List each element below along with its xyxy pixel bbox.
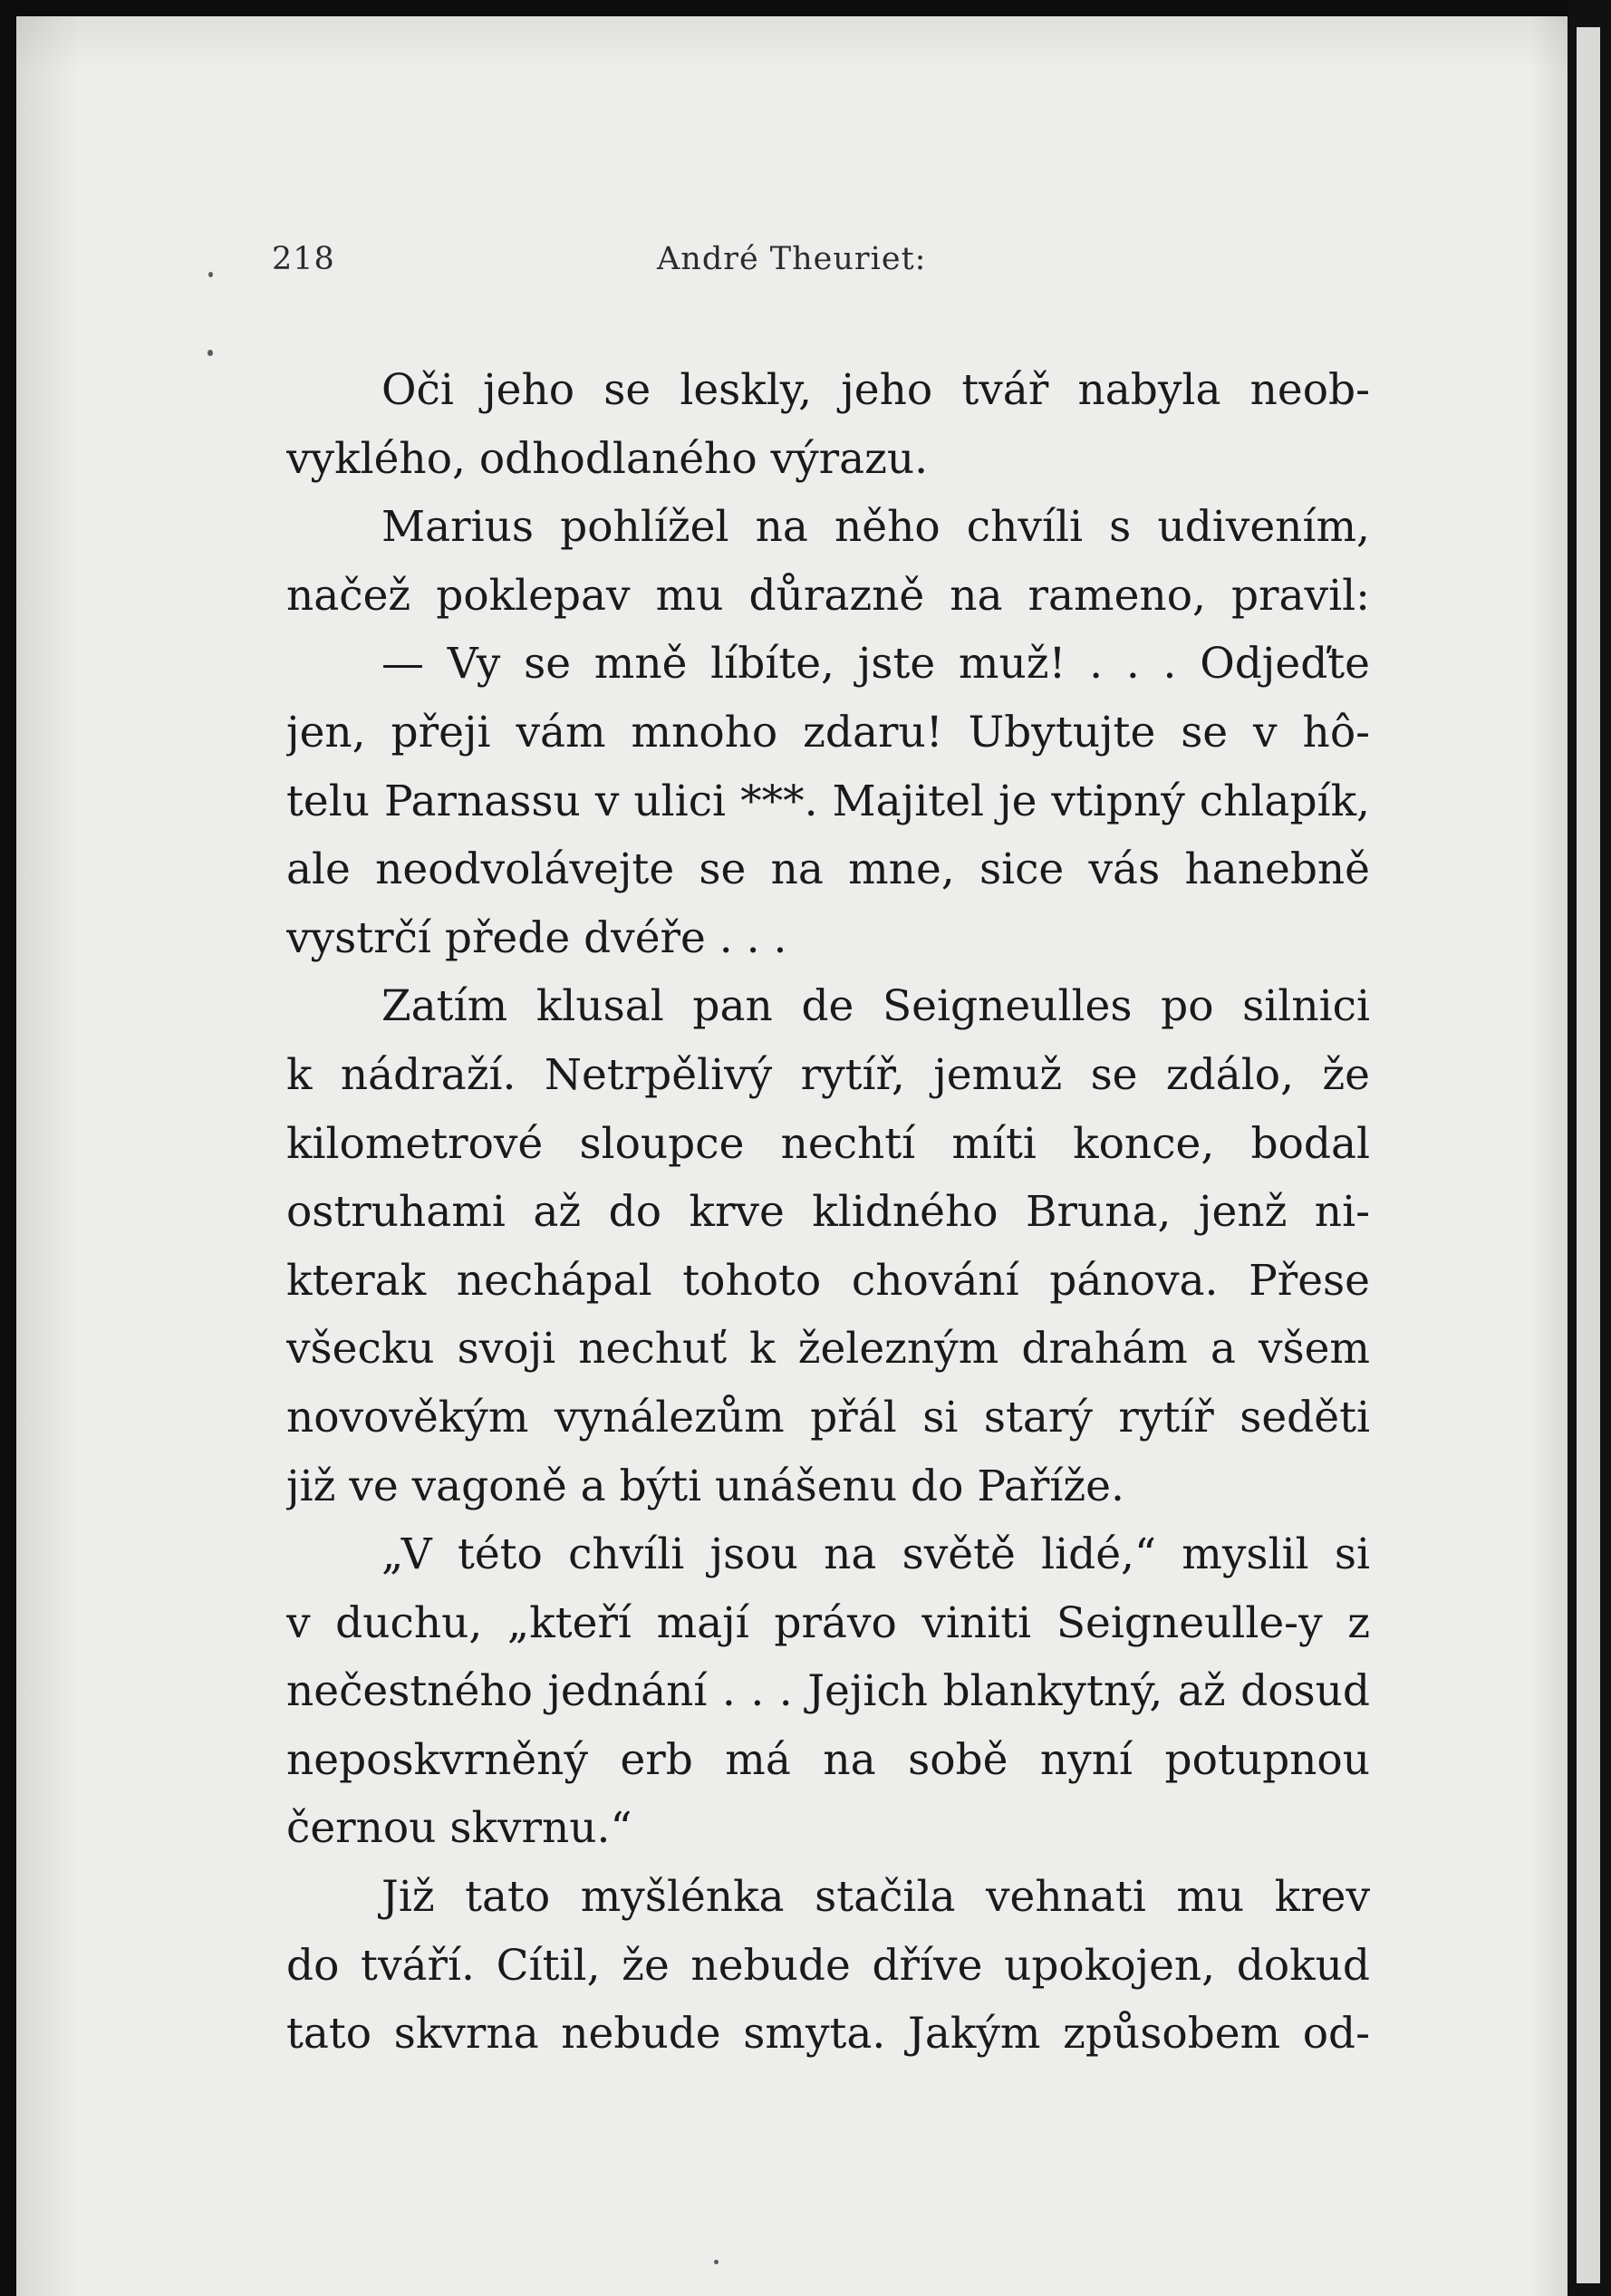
- book-page: [16, 16, 1568, 2296]
- text-line: vyklého, odhodlaného výrazu.: [286, 433, 929, 484]
- text-line: vystrčí přede dvéře . . .: [286, 912, 787, 963]
- text-line: „V této chvíli jsou na světě lidé,“ myslil si: [381, 1529, 1370, 1580]
- text-line: černou skvrnu.“: [286, 1803, 632, 1854]
- text-line: do tváří. Cítil, že nebude dříve upokojen, dokud: [286, 1940, 1370, 1991]
- text-line: jen, přeji vám mnoho zdaru! Ubytujte se v hô-: [286, 707, 1370, 757]
- text-line: načež poklepav mu důrazně na rameno, pravil:: [286, 570, 1370, 621]
- paper-speck: [714, 2260, 719, 2264]
- page-header: [272, 241, 951, 286]
- text-line: všecku svoji nechuť k železným drahám a všem: [286, 1324, 1370, 1375]
- text-line: ostruhami až do krve klidného Bruna, jenž ni-: [286, 1187, 1370, 1238]
- text-line: novověkým vynálezům přál si starý rytíř seděti: [286, 1392, 1370, 1442]
- text-line: kterak nechápal tohoto chování pánova. Přese: [286, 1255, 1370, 1306]
- body-text: [286, 356, 1370, 2069]
- adjacent-page-edge: [1577, 27, 1600, 2283]
- text-line: Marius pohlížel na něho chvíli s udivením,: [381, 502, 1370, 553]
- text-line: — Vy se mně líbíte, jste muž! . . . Odjeďte: [381, 639, 1370, 690]
- text-line: telu Parnassu v ulici ***. Majitel je vtipný chlapík,: [286, 776, 1370, 826]
- text-line: ale neodvolávejte se na mne, sice vás hanebně: [286, 844, 1370, 895]
- text-line: tato skvrna nebude smyta. Jakým způsobem od-: [286, 2009, 1370, 2060]
- text-line: Oči jeho se leskly, jeho tvář nabyla neob-: [381, 365, 1370, 415]
- paper-speck: [208, 272, 213, 277]
- text-line: již ve vagoně a býti unášenu do Paříže.: [286, 1461, 1124, 1511]
- text-line: v duchu, „kteří mají právo viniti Seigneulle-y z: [286, 1597, 1370, 1648]
- text-line: kilometrové sloupce nechtí míti konce, bodal: [286, 1118, 1370, 1169]
- running-head: André Theuriet:: [657, 241, 927, 277]
- text-line: Již tato myšlénka stačila vehnati mu krev: [381, 1872, 1370, 1923]
- text-line: k nádraží. Netrpělivý rytíř, jemuž se zdálo, že: [286, 1049, 1370, 1100]
- paper-speck: [207, 350, 213, 356]
- page-number: 218: [272, 241, 335, 277]
- text-line: Zatím klusal pan de Seigneulles po silnici: [381, 981, 1370, 1032]
- text-line: nečestného jednání . . . Jejich blankytný, až dosud: [286, 1666, 1370, 1717]
- text-line: neposkvrněný erb má na sobě nyní potupnou: [286, 1734, 1370, 1785]
